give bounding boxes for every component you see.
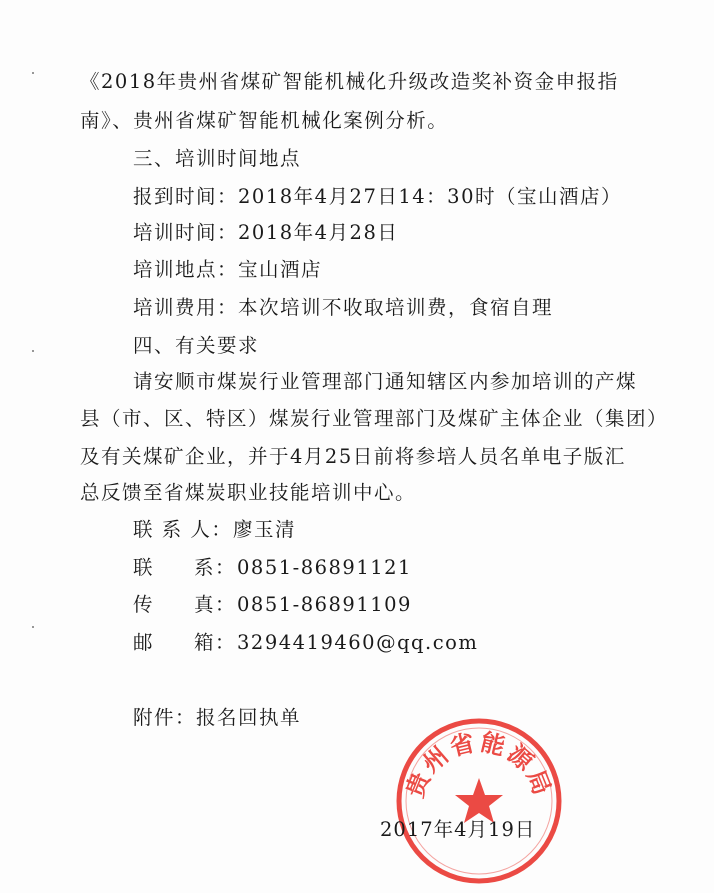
section-heading: 四、有关要求 [133,334,260,357]
margin-dot [32,626,34,628]
paragraph-line: 《2018年贵州省煤矿智能机械化升级改造奖补资金申报指 [80,70,619,93]
paragraph-line: 县（市、区、特区）煤炭行业管理部门及煤矿主体企业（集团） [80,407,669,430]
paragraph-line: 请安顺市煤炭行业管理部门通知辖区内参加培训的产煤 [133,370,638,393]
paragraph-line: 南》、贵州省煤矿智能机械化案例分析。 [80,109,449,132]
contact-person-value: 廖玉清 [233,518,297,541]
fax-value: 0851-86891109 [237,593,412,616]
email-label: 邮 [133,631,155,654]
seal-text: 贵州省能源局 [399,727,559,802]
section-heading: 三、培训时间地点 [133,147,302,170]
phone-label: 系： [194,556,237,579]
email-label: 箱： [194,631,237,654]
phone-value: 0851-86891121 [237,556,412,579]
contact-person-label: 联 系 人： [133,518,233,541]
training-location: 培训地点：宝山酒店 [133,258,323,281]
paragraph-line: 总反馈至省煤炭职业技能培训中心。 [80,481,417,504]
training-time: 培训时间：2018年4月28日 [133,221,399,244]
fax-label: 真： [194,593,237,616]
official-seal-icon [394,716,564,886]
margin-dot [32,72,34,74]
paragraph-line: 及有关煤矿企业，并于4月25日前将参培人员名单电子版汇 [80,445,626,468]
phone-label: 联 [133,556,155,579]
margin-dot [32,350,34,352]
fax-label: 传 [133,593,155,616]
attachment-note: 附件：报名回执单 [133,706,302,729]
training-fee: 培训费用：本次培训不收取培训费，食宿自理 [133,296,554,319]
document-date: 2017年4月19日 [380,818,536,841]
checkin-time: 报到时间：2018年4月27日14：30时（宝山酒店） [133,185,622,208]
email-value: 3294419460@qq.com [237,631,479,654]
